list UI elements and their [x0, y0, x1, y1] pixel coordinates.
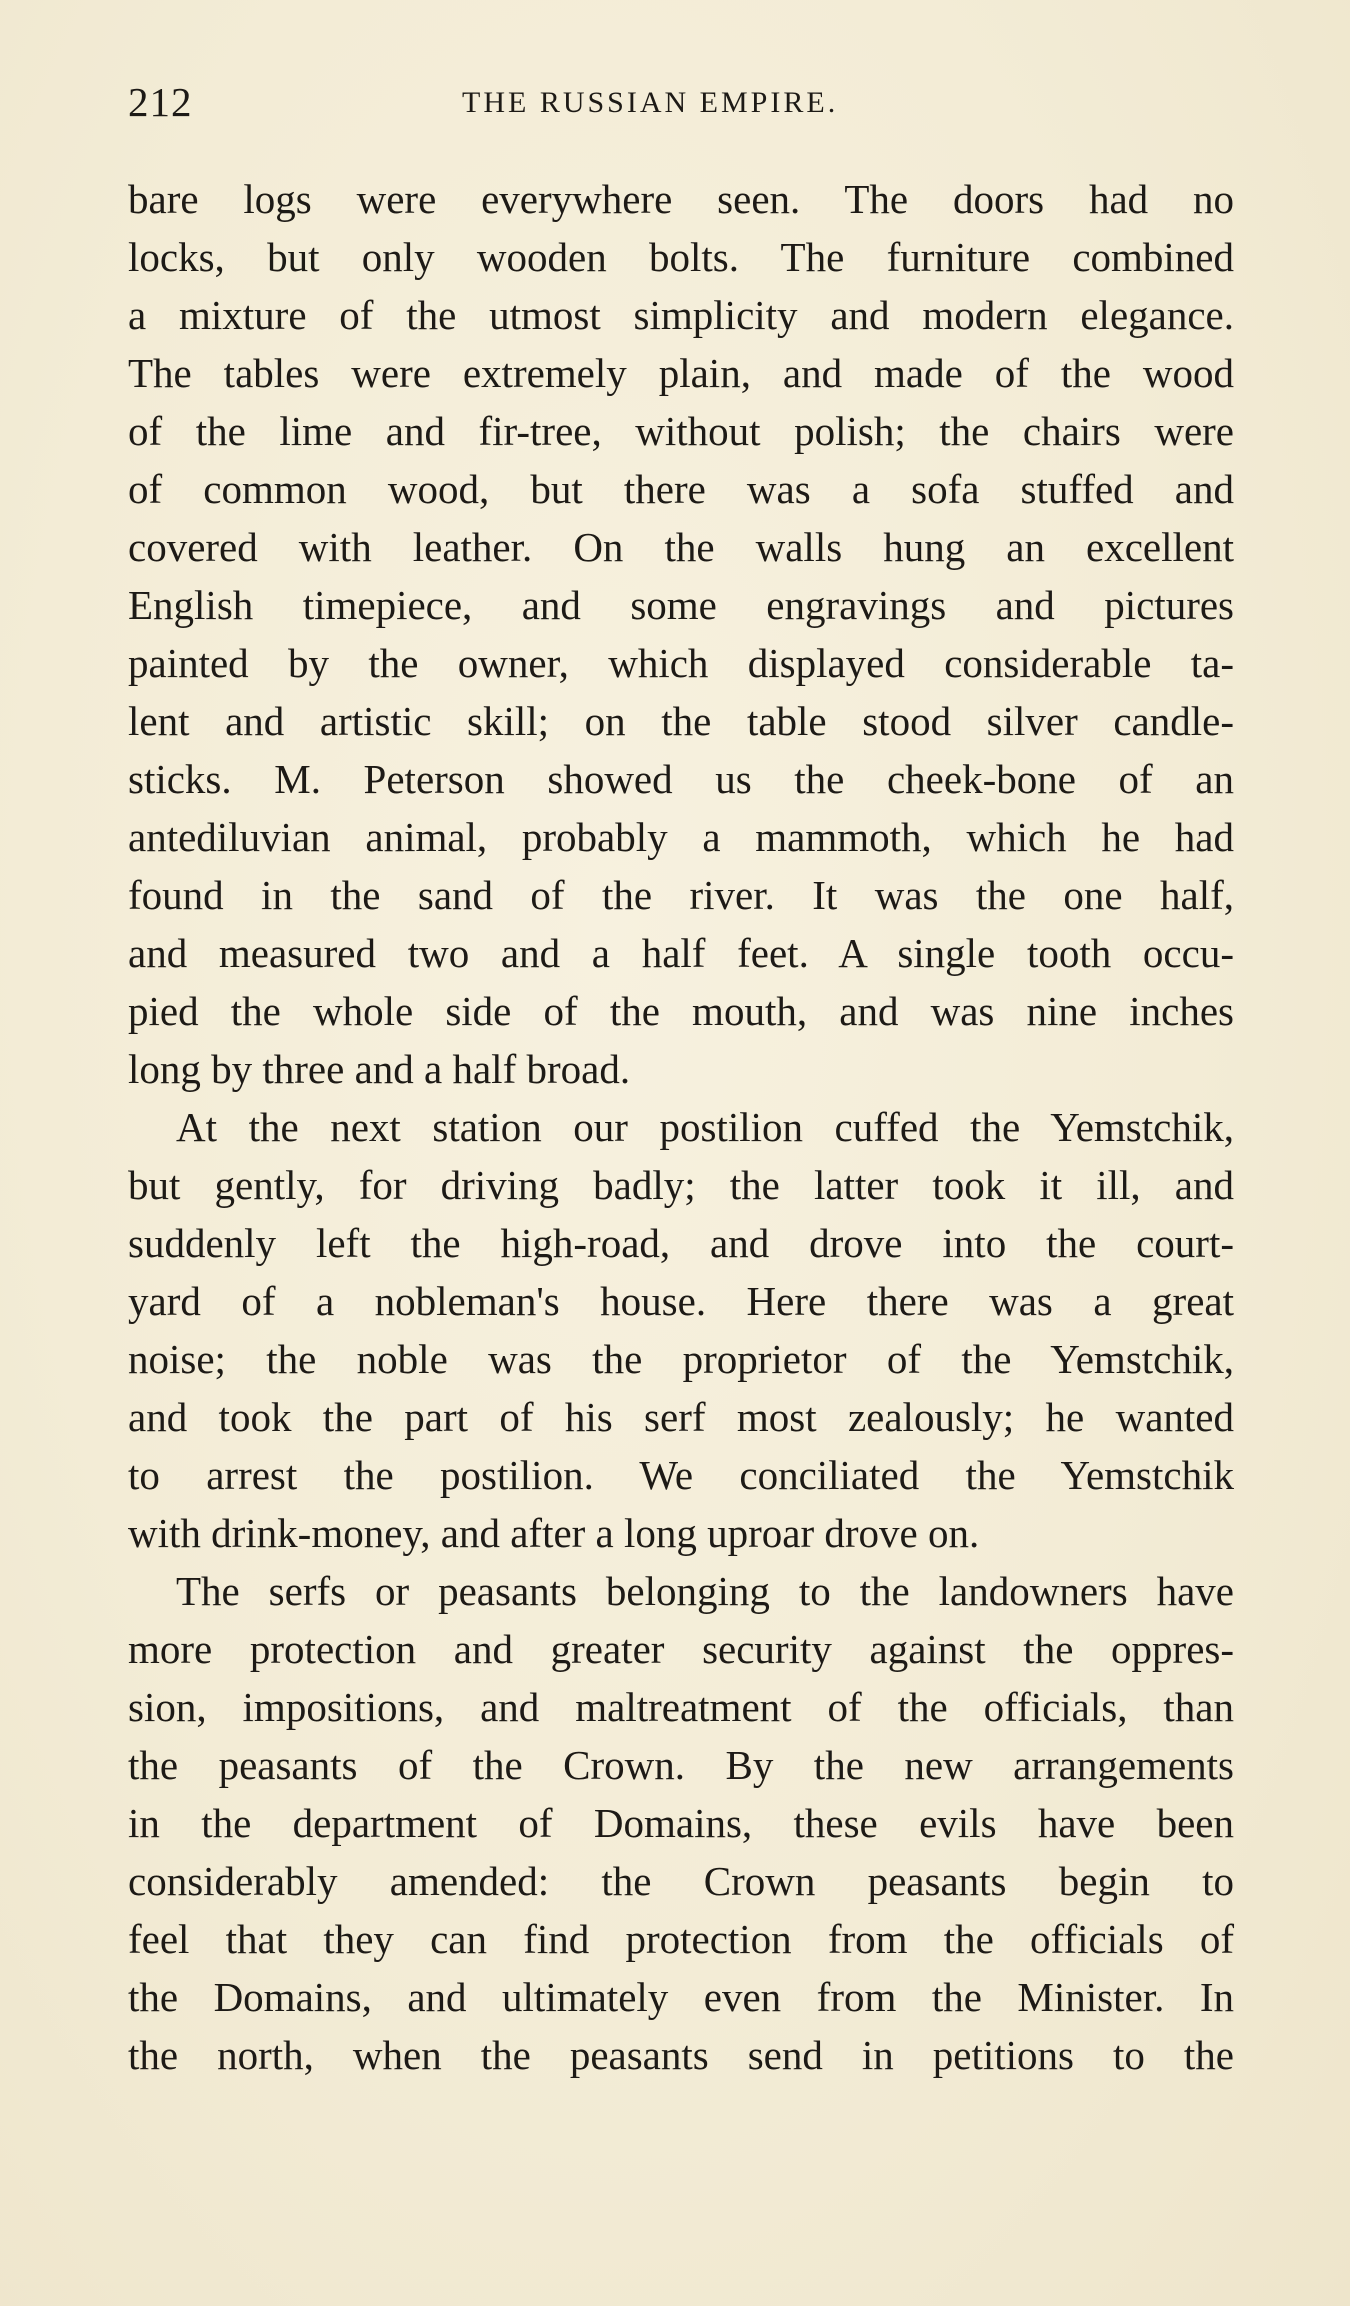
text-line: of common wood, but there was a sofa stuffed and [128, 466, 1234, 512]
body-text [128, 170, 1234, 2084]
text-line: yard of a nobleman's house. Here there was a great [128, 1278, 1234, 1324]
text-line: painted by the owner, which displayed considerable ta- [128, 640, 1234, 686]
paragraph-first-line: At the next station our postilion cuffed the Yemstchik, [176, 1104, 1234, 1150]
text-line: with drink-money, and after a long uproar drove on. [128, 1510, 980, 1556]
text-line: to arrest the postilion. We conciliated the Yemstchik [128, 1452, 1234, 1498]
text-line: considerably amended: the Crown peasants begin to [128, 1858, 1234, 1904]
text-line: sticks. M. Peterson showed us the cheek-bone of an [128, 756, 1234, 802]
paragraph-first-line: The serfs or peasants belonging to the landowners have [176, 1568, 1234, 1614]
text-line: lent and artistic skill; on the table stood silver candle- [128, 698, 1234, 744]
page-number: 212 [128, 79, 193, 125]
text-line: the north, when the peasants send in petitions to the [128, 2032, 1234, 2078]
text-line: of the lime and fir-tree, without polish; the chairs were [128, 408, 1234, 454]
text-line: noise; the noble was the proprietor of the Yemstchik, [128, 1336, 1234, 1382]
text-line: more protection and greater security against the oppres- [128, 1626, 1234, 1672]
running-head [128, 78, 1234, 128]
text-line: suddenly left the high-road, and drove into the court- [128, 1220, 1234, 1266]
text-line: the peasants of the Crown. By the new arrangements [128, 1742, 1234, 1788]
text-line: in the department of Domains, these evils have been [128, 1800, 1234, 1846]
text-line: and measured two and a half feet. A single tooth occu- [128, 930, 1234, 976]
text-line: antediluvian animal, probably a mammoth, which he had [128, 814, 1234, 860]
text-line: covered with leather. On the walls hung an excellent [128, 524, 1234, 570]
text-line: sion, impositions, and maltreatment of the officials, than [128, 1684, 1234, 1730]
running-title: THE RUSSIAN EMPIRE. [462, 86, 839, 119]
text-line: English timepiece, and some engravings and pictures [128, 582, 1234, 628]
text-line: feel that they can find protection from the officials of [128, 1916, 1234, 1962]
text-line: long by three and a half broad. [128, 1046, 631, 1092]
text-line: pied the whole side of the mouth, and was nine inches [128, 988, 1234, 1034]
text-line: The tables were extremely plain, and made of the wood [128, 350, 1234, 396]
text-line: locks, but only wooden bolts. The furniture combined [128, 234, 1234, 280]
text-line: the Domains, and ultimately even from the Minister. In [128, 1974, 1234, 2020]
text-line: and took the part of his serf most zealously; he wanted [128, 1394, 1234, 1440]
text-line: but gently, for driving badly; the latter took it ill, and [128, 1162, 1234, 1208]
text-line: a mixture of the utmost simplicity and modern elegance. [128, 292, 1234, 338]
paragraph-first-line: bare logs were everywhere seen. The doors had no [128, 176, 1234, 222]
text-line: found in the sand of the river. It was the one half, [128, 872, 1234, 918]
